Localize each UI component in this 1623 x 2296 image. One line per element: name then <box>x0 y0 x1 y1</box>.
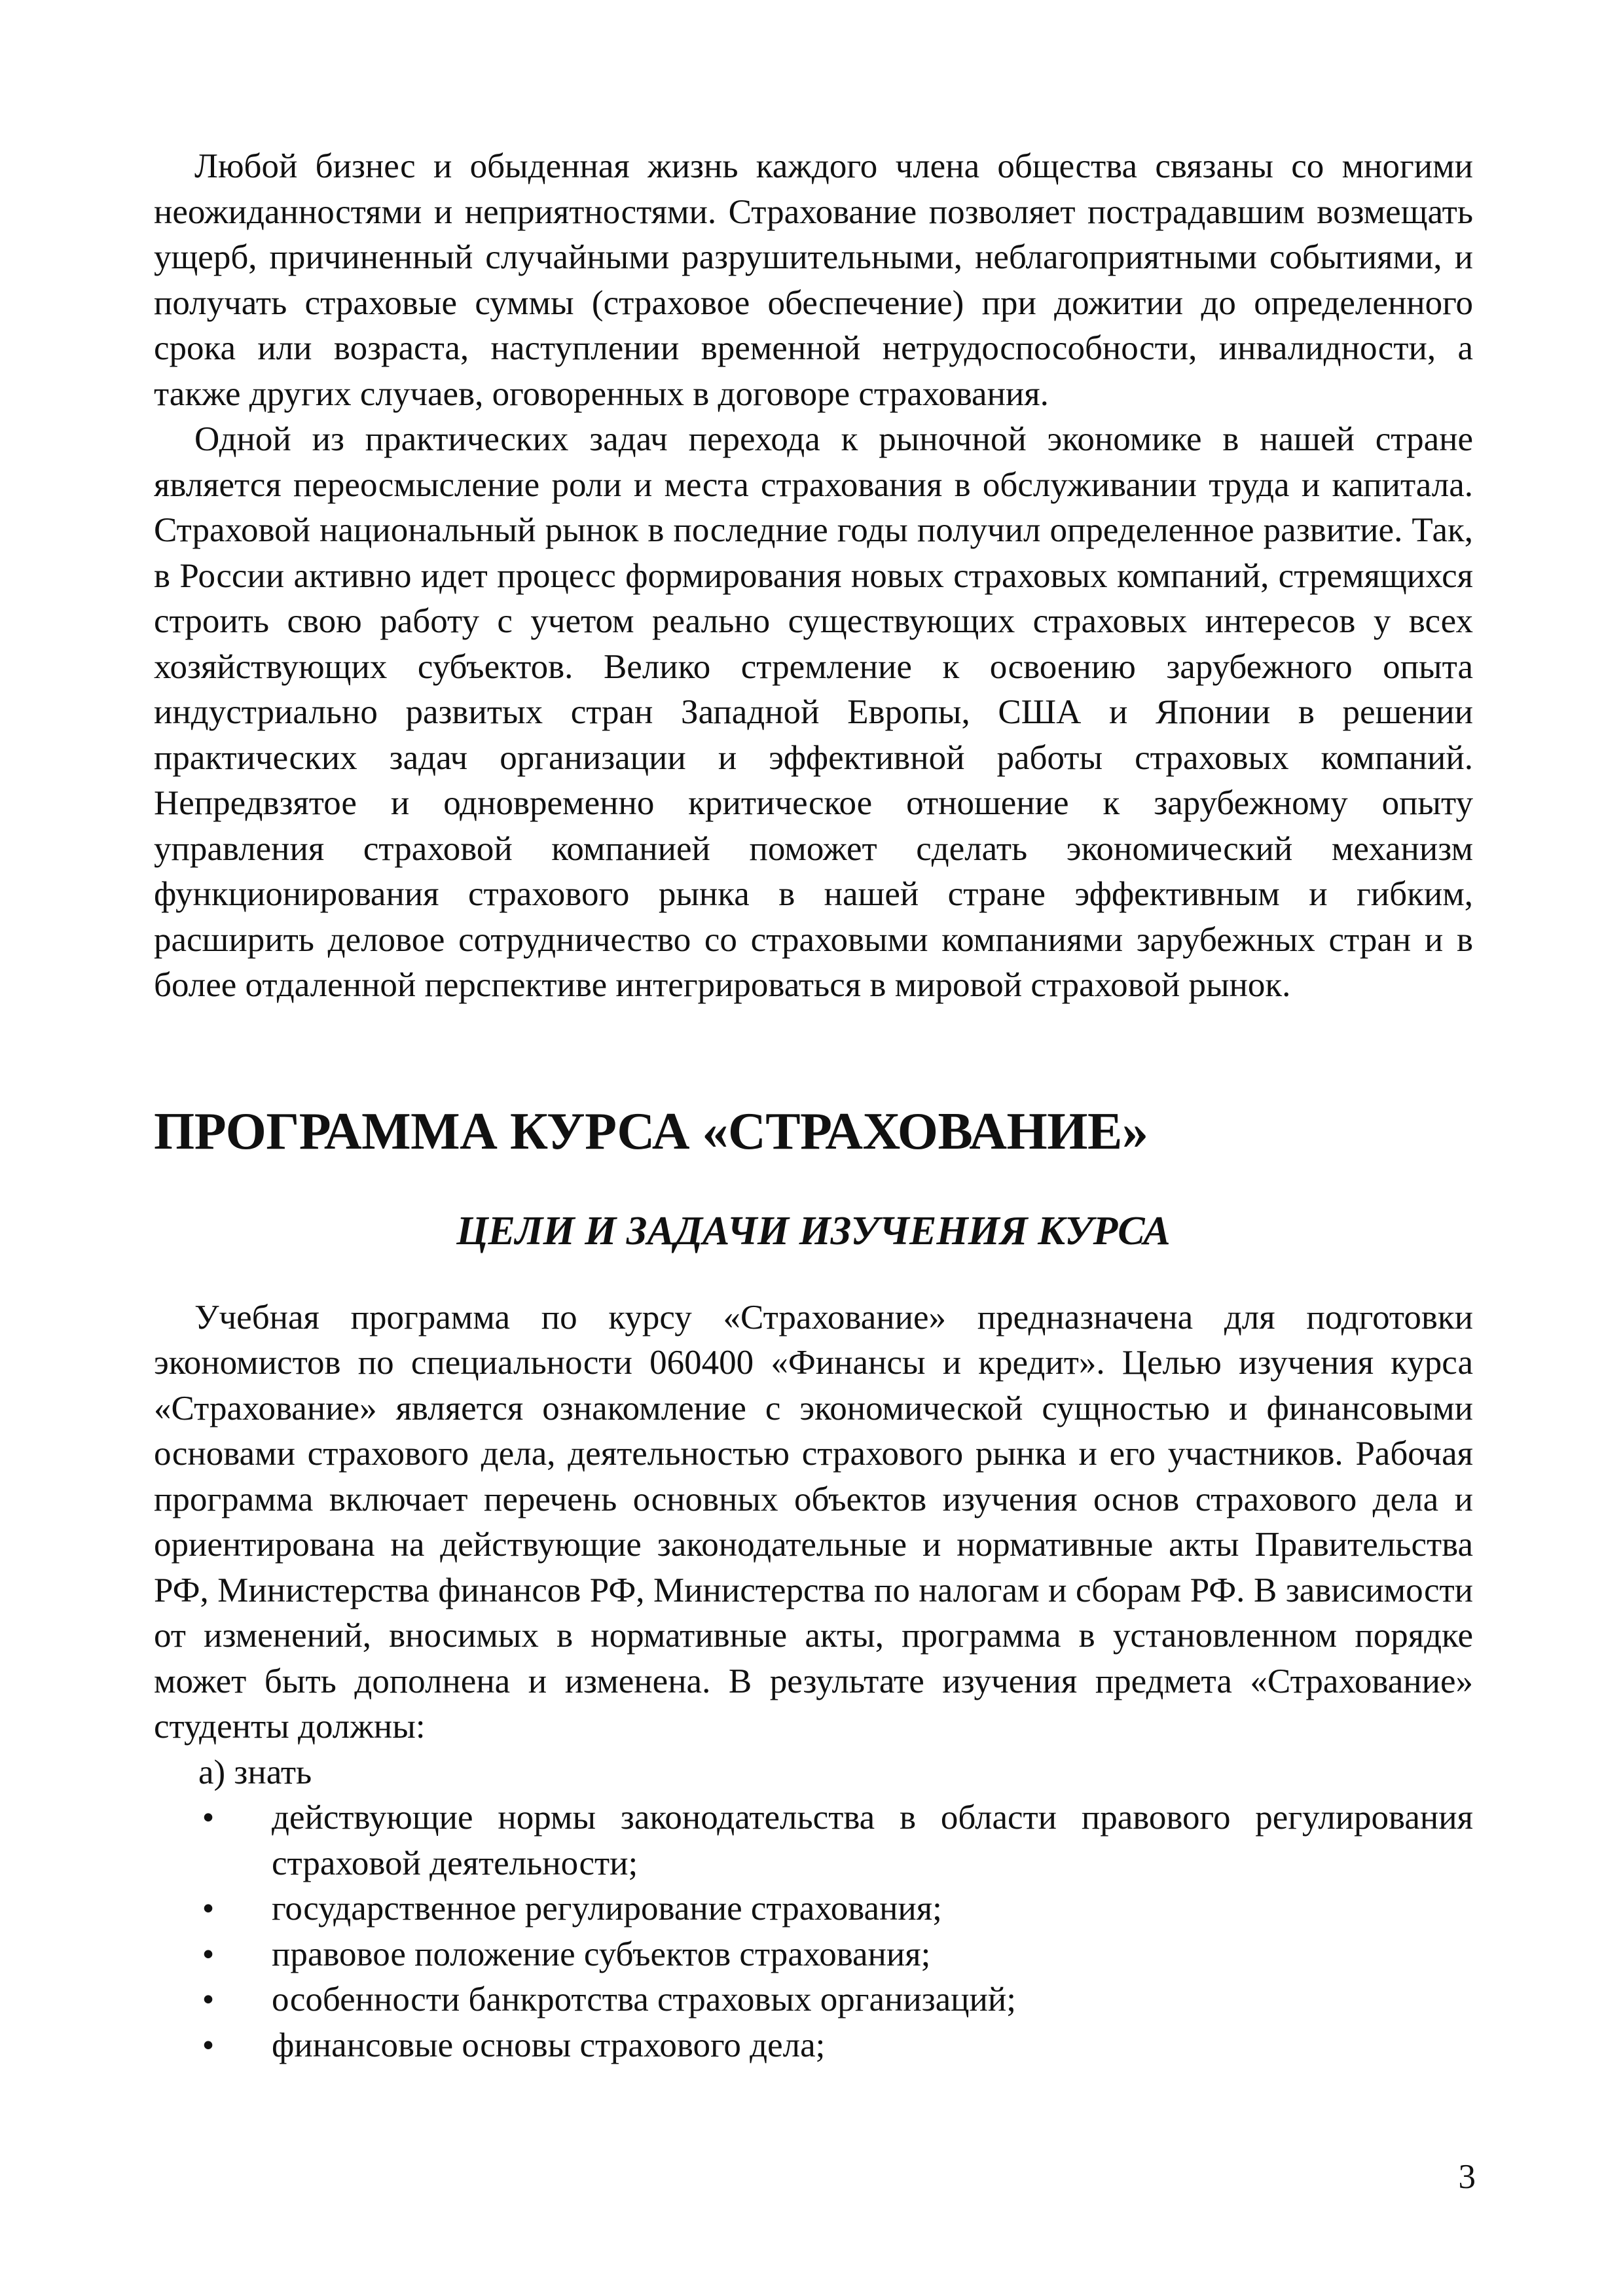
program-paragraph: Учебная программа по курсу «Страхование» предназначена для подготовки экономистов по специальности 060400 «Финансы и кредит». Целью изучения курса «Страхование» является ознакомление с экономической сущностью и финансовыми основами страхового дела, деятельностью страхового рынка и его участников. Рабочая программа включает перечень основных объектов изучения основ страхового дела и ориентирована на действующие законодательные и нормативные акты Правительства РФ, Министерства финансов РФ, Министерства по налогам и сборам РФ. В зависимости от изменений, вносимых в нормативные акты, программа в установленном порядке может быть дополнена и изменена. В результате изучения предмета «Страхование» студенты должны: <box>154 1298 1473 1746</box>
list-item <box>154 2023 1473 2069</box>
list-item-text: правовое положение субъектов страхования; <box>272 1935 931 1973</box>
list-intro: а) знать <box>198 1753 312 1791</box>
document-page <box>154 144 1473 2068</box>
list-item <box>154 1795 1473 1886</box>
bullet-icon: • <box>202 1890 215 1928</box>
list-item-text: государственное регулирование страхования; <box>272 1890 942 1928</box>
knowledge-list <box>154 1795 1473 2068</box>
intro-paragraph-2: Одной из практических задач перехода к рыночной экономике в нашей стране является переосмысление роли и места страхования в обслуживании труда и капитала. Страховой национальный рынок в последние годы получил определенное развитие. Так, в России активно идет процесс формирования новых страховых компаний, стремящихся строить свою работу с учетом реально существующих страховых интересов у всех хозяйствующих субъектов. Велико стремление к освоению зарубежного опыта индустриально развитых стран Западной Европы, США и Японии в решении практических задач организации и эффективной работы страховых компаний. Непредвзятое и одновременно критическое отношение к зарубежному опыту управления страховой компанией поможет сделать экономический механизм функционирования страхового рынка в нашей стране эффективным и гибким, расширить деловое сотрудничество со страховыми компаниями зарубежных стран и в более отдаленной перспективе интегрироваться в мировой страховой рынок. <box>154 420 1473 1004</box>
bullet-icon: • <box>202 1981 215 2018</box>
list-item-text: финансовые основы страхового дела; <box>272 2026 826 2064</box>
list-item-text: особенности банкротства страховых организаций; <box>272 1981 1016 2018</box>
list-item-text: действующие нормы законодательства в области правового регулирования страховой деятельности; <box>272 1799 1473 1882</box>
page-number: 3 <box>1458 2158 1476 2196</box>
list-item <box>154 1932 1473 1978</box>
program-title: ПРОГРАММА КУРСА «СТРАХОВАНИЕ» <box>154 1102 1148 1160</box>
bullet-icon: • <box>202 2026 215 2064</box>
intro-paragraph-1: Любой бизнес и обыденная жизнь каждого члена общества связаны со многими неожиданностями и неприятностями. Страхование позволяет пострадавшим возмещать ущерб, причиненный случайными разрушительными, неблагоприятными событиями, и получать страховые суммы (страховое обеспечение) при дожитии до определенного срока или возраста, наступлении временной нетрудоспособности, инвалидности, а также других случаев, оговоренных в договоре страхования. <box>154 147 1473 413</box>
bullet-icon: • <box>202 1935 215 1973</box>
program-subtitle: ЦЕЛИ И ЗАДАЧИ ИЗУЧЕНИЯ КУРСА <box>456 1208 1171 1253</box>
list-item <box>154 1977 1473 2023</box>
bullet-icon: • <box>202 1799 215 1837</box>
list-item <box>154 1886 1473 1932</box>
